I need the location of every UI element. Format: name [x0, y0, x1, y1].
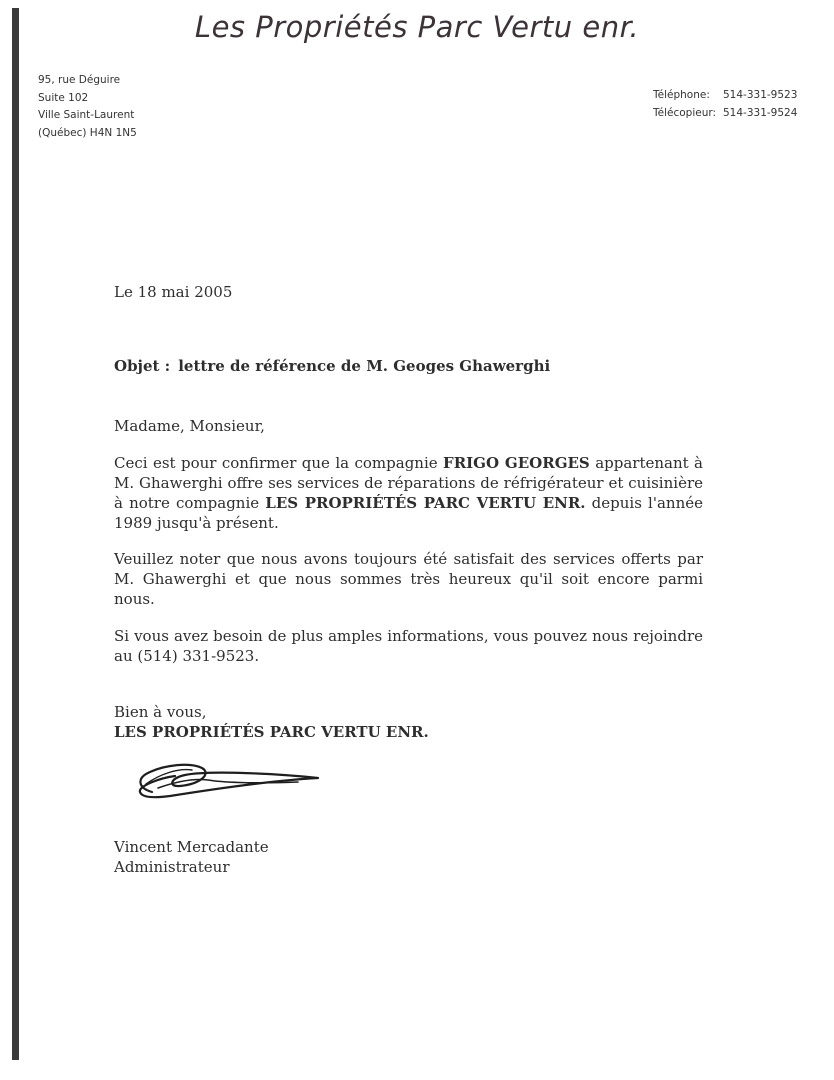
- letter-greeting: Madame, Monsieur,: [114, 417, 265, 435]
- fax-number: 514-331-9524: [723, 106, 798, 119]
- contact-block: [653, 87, 804, 122]
- phone-label: Téléphone:: [653, 89, 710, 101]
- client-company-name: FRIGO GEORGES: [443, 454, 590, 472]
- fax-label: Télécopieur:: [653, 106, 717, 119]
- letter-subject: [114, 356, 703, 376]
- address-line: 95, rue Déguire: [38, 74, 121, 86]
- paragraph-1-text: appartenant à M. Ghawerghi offre ses services de réparations de réfrigérateur et cuisinière à notre compagnie: [114, 454, 703, 512]
- paragraph-1-text: depuis l'année 1989 jusqu'à présent.: [114, 494, 704, 532]
- letterhead-title: Les Propriétés Parc Vertu enr.: [194, 10, 640, 44]
- phone-row: [653, 87, 804, 105]
- paragraph-2: Veuillez noter que nous avons toujours été satisfait des services offerts par M. Ghawerghi et que nous sommes très heureux qu'il soit encore parmi nous.: [114, 550, 703, 608]
- subject-text: lettre de référence de M. Geoges Ghawerghi: [178, 357, 551, 375]
- signer-name: Vincent Mercadante: [114, 838, 269, 856]
- closing-phrase: Bien à vous,: [114, 703, 207, 721]
- phone-number: 514-331-9523: [723, 89, 798, 101]
- closing-company: LES PROPRIÉTÉS PARC VERTU ENR.: [114, 723, 429, 741]
- signer-block: [114, 837, 703, 877]
- address-line: Ville Saint-Laurent: [38, 109, 135, 121]
- sender-address: [38, 72, 137, 142]
- subject-label: Objet :: [114, 357, 171, 375]
- signature-image: [130, 748, 330, 808]
- paragraph-1-text: Ceci est pour confirmer que la compagnie: [114, 454, 444, 472]
- letter-date: Le 18 mai 2005: [114, 283, 233, 301]
- fax-row: [653, 105, 804, 123]
- sender-company-name: LES PROPRIÉTÉS PARC VERTU ENR.: [265, 494, 586, 512]
- paragraph-3: Si vous avez besoin de plus amples informations, vous pouvez nous rejoindre au (514) 331-9523.: [114, 627, 703, 665]
- paragraph-1: [114, 453, 703, 533]
- letter-closing: [114, 702, 703, 742]
- address-line: Suite 102: [38, 91, 89, 104]
- left-margin-bar: [12, 8, 19, 1060]
- address-line: (Québec) H4N 1N5: [38, 126, 137, 139]
- signer-title: Administrateur: [114, 858, 230, 876]
